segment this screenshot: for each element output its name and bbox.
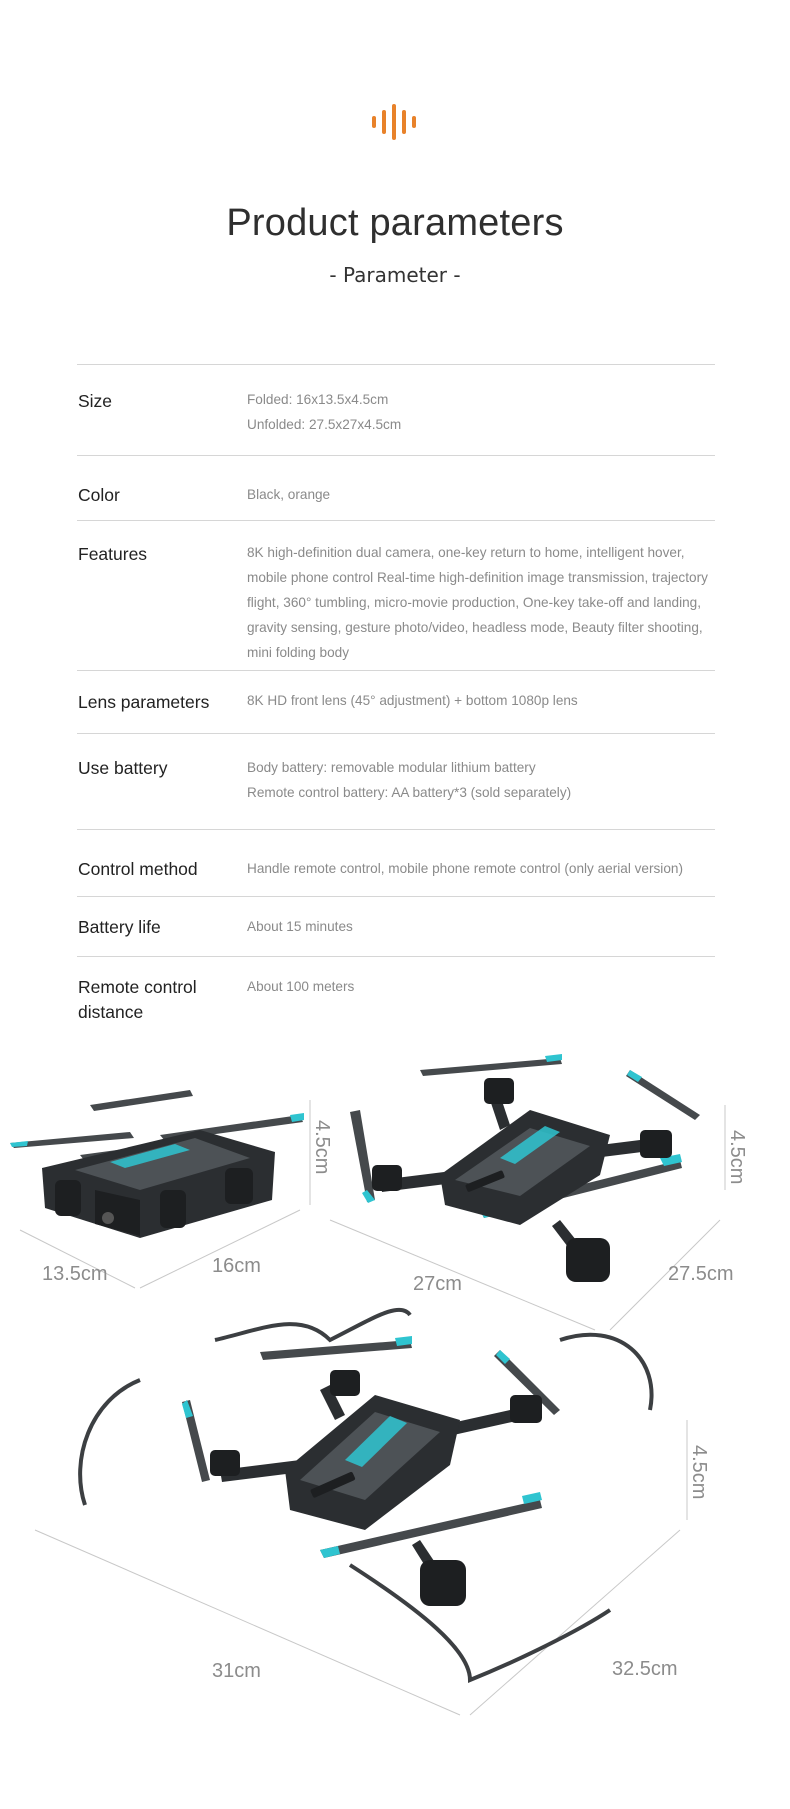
param-value-line: mobile phone control Real-time high-definition image transmission, trajectory: [247, 570, 708, 585]
svg-text:13.5cm: 13.5cm: [42, 1263, 108, 1285]
param-value-line: Remote control battery: AA battery*3 (sold separately): [247, 785, 572, 800]
param-label: Size: [78, 391, 113, 411]
folded-drone-image: [10, 1090, 333, 1288]
parameters-table: [77, 364, 715, 1046]
sound-wave-logo-icon: [370, 104, 420, 140]
param-row-features: [77, 520, 715, 670]
param-row-battery-life: [77, 896, 715, 956]
svg-text:16cm: 16cm: [212, 1255, 261, 1277]
param-value-line: About 15 minutes: [247, 919, 353, 934]
param-row-distance: [77, 956, 715, 1046]
param-value-line: Black, orange: [247, 487, 331, 502]
param-value: [247, 755, 747, 805]
param-label: [78, 975, 197, 1025]
param-value-line: Unfolded: 27.5x27x4.5cm: [247, 417, 402, 432]
param-row-size: [77, 364, 715, 455]
param-value-line: Folded: 16x13.5x4.5cm: [247, 392, 389, 407]
param-value-line: About 100 meters: [247, 979, 355, 994]
param-value-line: 8K HD front lens (45° adjustment) + bottom 1080p lens: [247, 693, 578, 708]
param-row-battery: [77, 733, 715, 829]
param-label: Color: [78, 485, 120, 505]
unfolded-drone-image: [330, 1054, 748, 1330]
drone-dimension-photos: [0, 1040, 790, 1800]
param-label-line: distance: [78, 1002, 144, 1022]
param-value: [247, 914, 747, 939]
param-value-line: 8K high-definition dual camera, one-key return to home, intelligent hover,: [247, 545, 685, 560]
param-value-line: mini folding body: [247, 645, 350, 660]
param-value-line: Handle remote control, mobile phone remote control (only aerial version): [247, 861, 683, 876]
param-label: Use battery: [78, 758, 168, 778]
param-label-line: Remote control: [78, 977, 197, 997]
svg-text:4.5cm: 4.5cm: [311, 1120, 333, 1175]
svg-text:4.5cm: 4.5cm: [688, 1445, 710, 1500]
svg-text:27cm: 27cm: [413, 1273, 462, 1295]
param-value-line: Body battery: removable modular lithium battery: [247, 760, 536, 775]
param-row-color: [77, 455, 715, 520]
svg-text:32.5cm: 32.5cm: [612, 1658, 678, 1680]
param-label: Lens parameters: [78, 692, 210, 712]
guarded-drone-image: [35, 1310, 710, 1715]
param-value: [247, 974, 747, 999]
param-label: Features: [78, 544, 148, 564]
param-row-control: [77, 829, 715, 896]
param-value: [247, 540, 767, 665]
param-value: [247, 482, 747, 507]
param-value-line: gravity sensing, gesture photo/video, headless mode, Beauty filter shooting,: [247, 620, 703, 635]
param-value: [247, 856, 767, 881]
svg-text:31cm: 31cm: [212, 1660, 261, 1682]
param-value: [247, 688, 747, 713]
page-title: Product parameters: [226, 202, 564, 244]
svg-text:4.5cm: 4.5cm: [726, 1130, 748, 1185]
param-label: Battery life: [78, 917, 161, 937]
param-value-line: flight, 360° tumbling, micro-movie production, One-key take-off and landing,: [247, 595, 702, 610]
param-label: Control method: [78, 859, 198, 879]
param-value: [247, 387, 747, 437]
param-row-lens: [77, 670, 715, 733]
svg-text:27.5cm: 27.5cm: [668, 1263, 734, 1285]
page-subtitle: - Parameter -: [329, 263, 461, 287]
